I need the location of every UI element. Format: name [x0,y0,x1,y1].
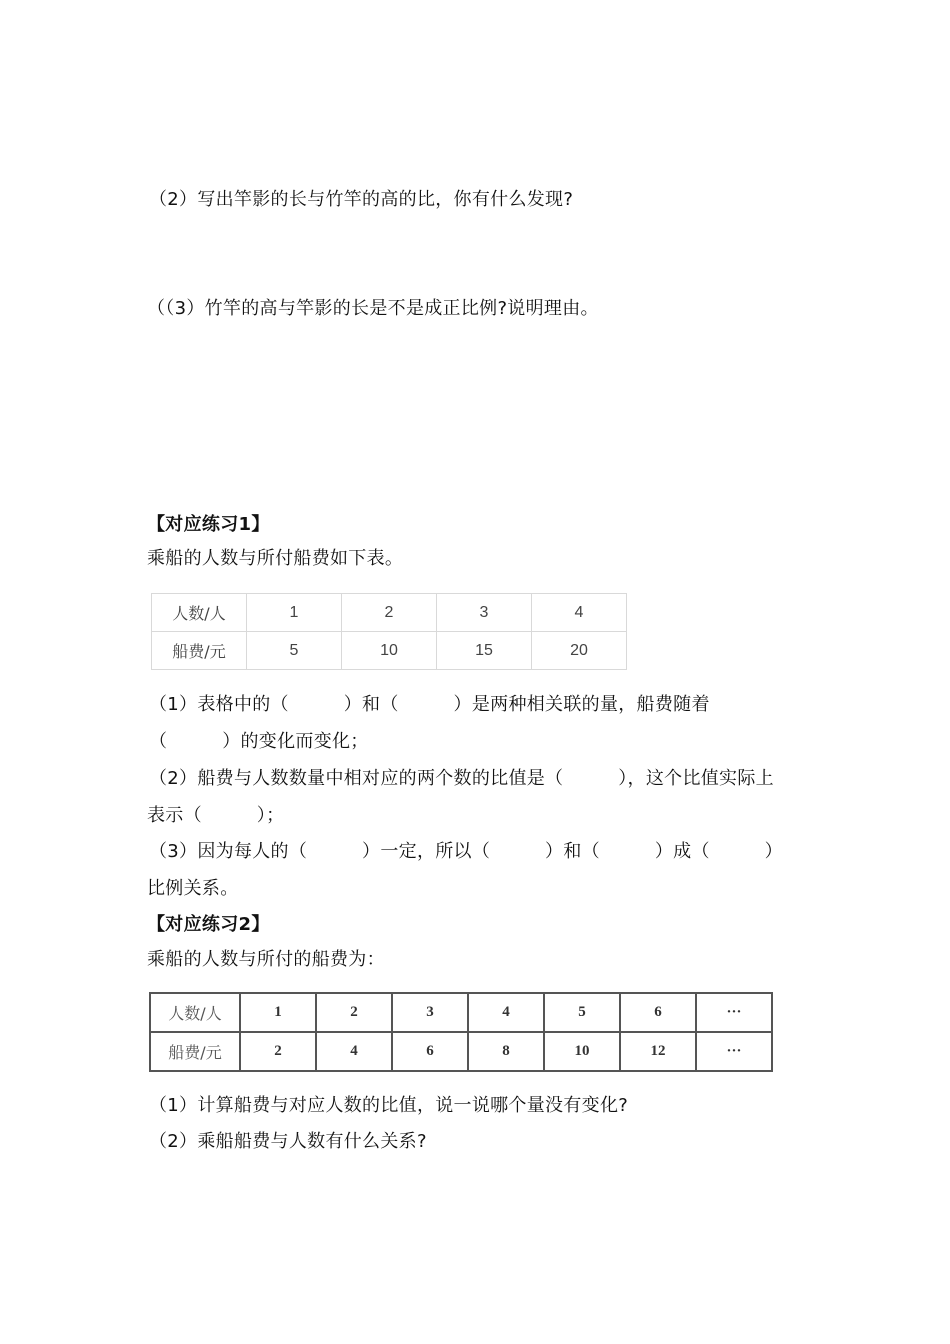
table-cell: 6 [620,993,696,1032]
row-header-people: 人数/人 [152,594,247,632]
table-cell: 5 [544,993,620,1032]
table-cell: 4 [468,993,544,1032]
practice1-q2-line2: 表示（ ）； [147,805,285,826]
table-row [152,632,627,670]
table-cell: 3 [392,993,468,1032]
table-cell: 10 [342,632,437,670]
practice1-intro: 乘船的人数与所付船费如下表。 [147,548,404,569]
table-cell: 4 [532,594,627,632]
table-row [150,1032,772,1071]
practice1-table [151,593,627,670]
table-cell: 2 [316,993,392,1032]
practice1-q1-line1: （1）表格中的（ ）和（ ）是两种相关联的量，船费随着 [149,694,710,715]
question-2-text: （2）写出竿影的长与竹竿的高的比，你有什么发现? [149,189,574,210]
practice2-table [149,992,773,1072]
table-cell: 2 [240,1032,316,1071]
practice2-intro: 乘船的人数与所付的船费为： [147,949,385,970]
practice1-q3-line1: （3）因为每人的（ ）一定，所以（ ）和（ ）成（ ） [149,841,783,862]
table-cell: 1 [240,993,316,1032]
row-header-fee: 船费/元 [150,1032,240,1071]
table-row [152,594,627,632]
practice1-q1-line2: （ ）的变化而变化； [149,731,369,752]
table-cell: 15 [437,632,532,670]
table-cell: 5 [247,632,342,670]
practice1-heading: 【对应练习1】 [147,514,270,535]
table-cell: ··· [696,993,772,1032]
table-cell: 1 [247,594,342,632]
table-cell: ··· [696,1032,772,1071]
table-row [150,993,772,1032]
table-cell: 8 [468,1032,544,1071]
table-cell: 2 [342,594,437,632]
table-cell: 20 [532,632,627,670]
question-3-text: （（3）竹竿的高与竿影的长是不是成正比例?说明理由。 [147,298,599,319]
practice2-q2: （2）乘船船费与人数有什么关系? [149,1131,427,1152]
practice1-q2-line1: （2）船费与人数数量中相对应的两个数的比值是（ ），这个比值实际上 [149,768,774,789]
table-cell: 4 [316,1032,392,1071]
practice2-q1: （1）计算船费与对应人数的比值，说一说哪个量没有变化? [149,1095,629,1116]
table-cell: 6 [392,1032,468,1071]
table-cell: 12 [620,1032,696,1071]
row-header-people: 人数/人 [150,993,240,1032]
practice1-q3-line2: 比例关系。 [147,878,239,899]
practice2-heading: 【对应练习2】 [147,914,270,935]
row-header-fee: 船费/元 [152,632,247,670]
table-cell: 3 [437,594,532,632]
table-cell: 10 [544,1032,620,1071]
